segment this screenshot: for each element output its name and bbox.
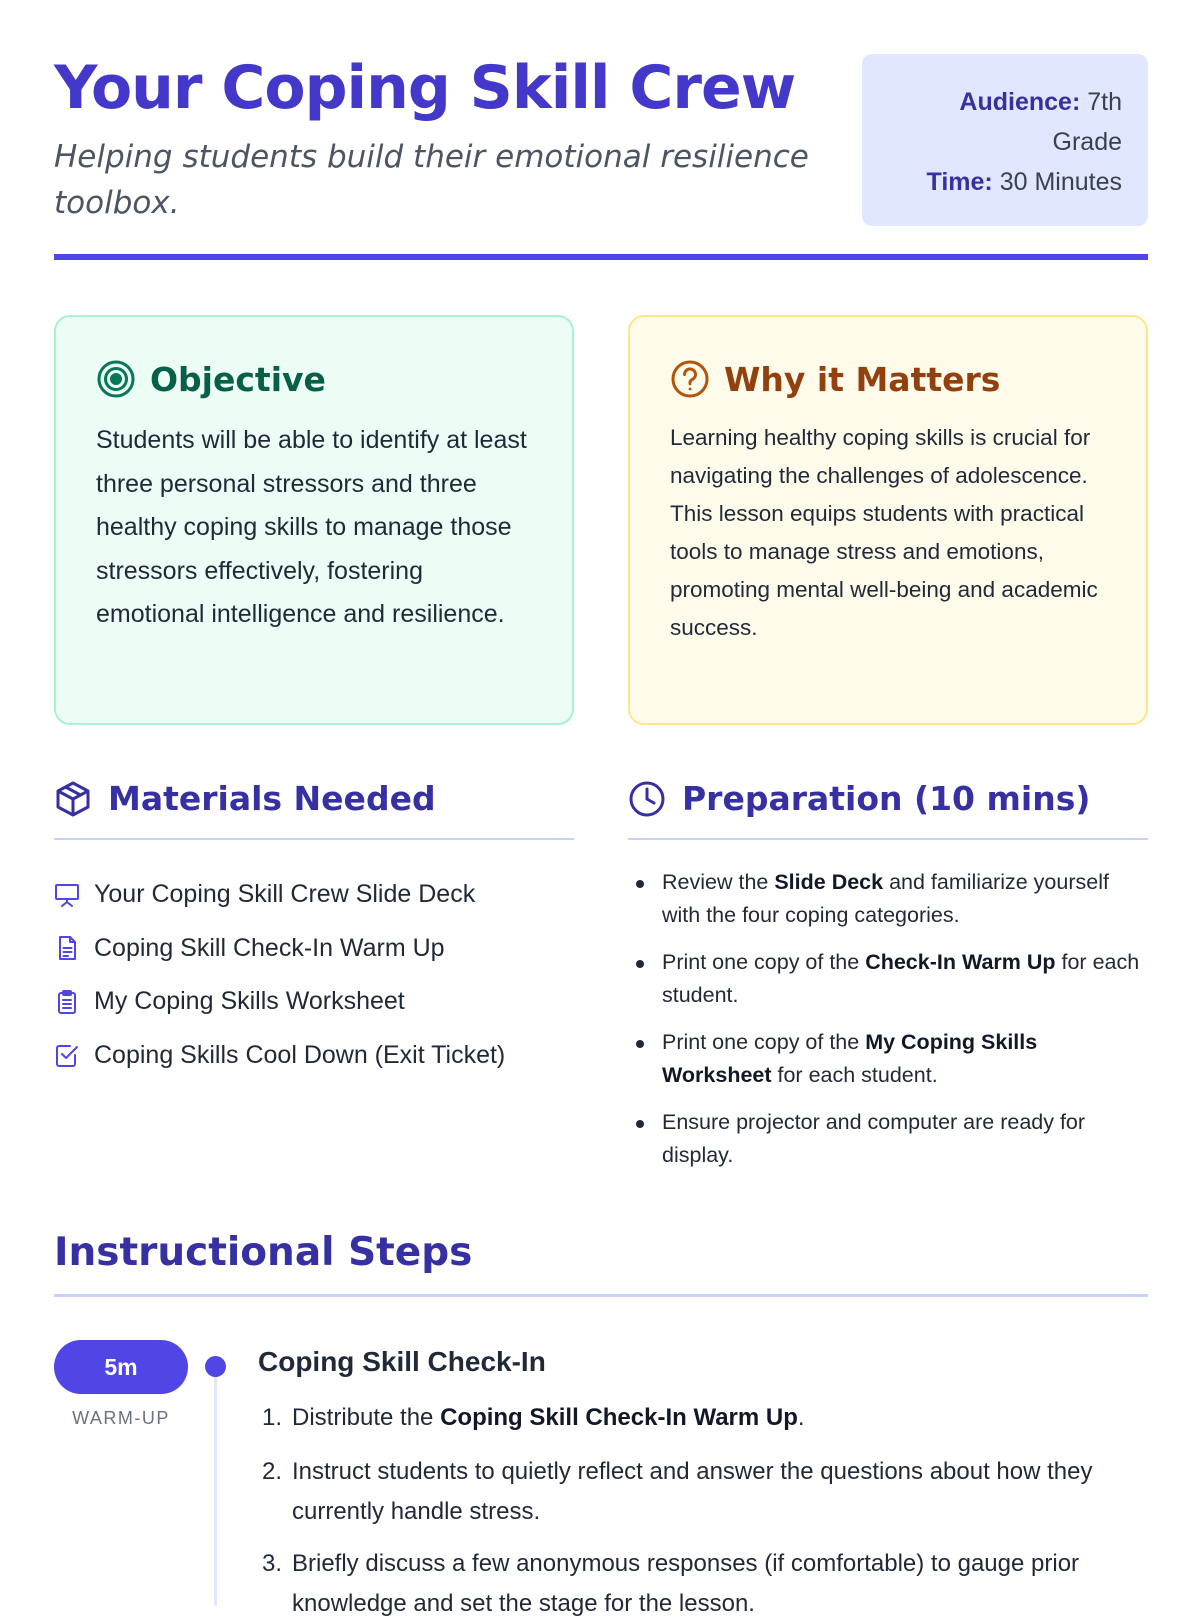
step-phase-label: WARM-UP <box>72 1408 170 1428</box>
materials-list <box>54 868 574 1082</box>
step-instruction: 2. Instruct students to quietly reflect and answer the questions about how they currently handle stress. <box>262 1458 1093 1525</box>
objective-heading-row <box>96 357 532 401</box>
prep-item: Review the Slide Deck and familiarize yourself with the four coping categories. <box>662 866 1152 932</box>
material-label: My Coping Skills Worksheet <box>94 987 405 1016</box>
material-item <box>54 1029 574 1083</box>
material-item <box>54 975 574 1029</box>
time-value: 30 Minutes <box>999 168 1122 196</box>
objective-heading: Objective <box>150 359 326 399</box>
preparation-section-header <box>628 778 1148 840</box>
lesson-meta-box <box>862 54 1148 226</box>
time-row <box>888 162 1122 202</box>
instructional-steps-heading: Instructional Steps <box>54 1230 473 1275</box>
why-it-matters-card <box>628 315 1148 725</box>
header-divider <box>54 254 1148 260</box>
time-label: Time: <box>926 168 993 196</box>
audience-value: 7th Grade <box>1052 88 1122 156</box>
objective-text: Students will be able to identify at least three personal stressors and three healthy coping skills to manage those stressors effectively, fostering emotional intelligence and resilience. <box>96 426 527 628</box>
document-icon <box>54 935 80 961</box>
clipboard-icon <box>54 989 80 1015</box>
lesson-header <box>54 52 1148 262</box>
audience-label: Audience: <box>959 88 1081 116</box>
steps-divider <box>54 1294 1148 1297</box>
why-heading-row <box>670 357 1106 401</box>
materials-heading: Materials Needed <box>108 779 436 818</box>
material-label: Coping Skill Check-In Warm Up <box>94 933 445 962</box>
question-circle-icon <box>670 359 710 399</box>
material-label: Coping Skills Cool Down (Exit Ticket) <box>94 1040 506 1069</box>
timeline-line <box>214 1376 217 1606</box>
step-instruction: 1. Distribute the Coping Skill Check-In Warm Up. <box>262 1404 805 1431</box>
clock-icon <box>628 780 666 818</box>
prep-item: Print one copy of the Check-In Warm Up for each student. <box>662 946 1152 1012</box>
objective-card <box>54 315 574 725</box>
target-icon <box>96 359 136 399</box>
timeline-dot <box>205 1356 226 1377</box>
step-instruction: 3. Briefly discuss a few anonymous responses (if comfortable) to gauge prior knowledge and set the stage for the lesson. <box>262 1550 1080 1617</box>
prep-item: Print one copy of the My Coping Skills Worksheet for each student. <box>662 1026 1152 1092</box>
step-title: Coping Skill Check-In <box>258 1346 546 1377</box>
materials-section-header <box>54 778 574 840</box>
box-icon <box>54 780 92 818</box>
preparation-heading: Preparation (10 mins) <box>682 779 1091 818</box>
material-item <box>54 922 574 976</box>
material-label: Your Coping Skill Crew Slide Deck <box>94 880 476 909</box>
page-title: Your Coping Skill Crew <box>54 53 796 123</box>
material-item <box>54 868 574 922</box>
checkbox-icon <box>54 1042 80 1068</box>
step-duration-badge: 5m <box>54 1340 188 1394</box>
presentation-icon <box>54 882 80 908</box>
page-subtitle: Helping students build their emotional resilience toolbox. <box>54 139 809 221</box>
prep-item: Ensure projector and computer are ready for display. <box>662 1106 1152 1172</box>
audience-row <box>888 82 1122 162</box>
why-text: Learning healthy coping skills is crucial for navigating the challenges of adolescence. This lesson equips students with practical tools to manage stress and emotions, promoting mental well-being and academic success. <box>670 425 1098 640</box>
why-heading: Why it Matters <box>724 359 1001 399</box>
